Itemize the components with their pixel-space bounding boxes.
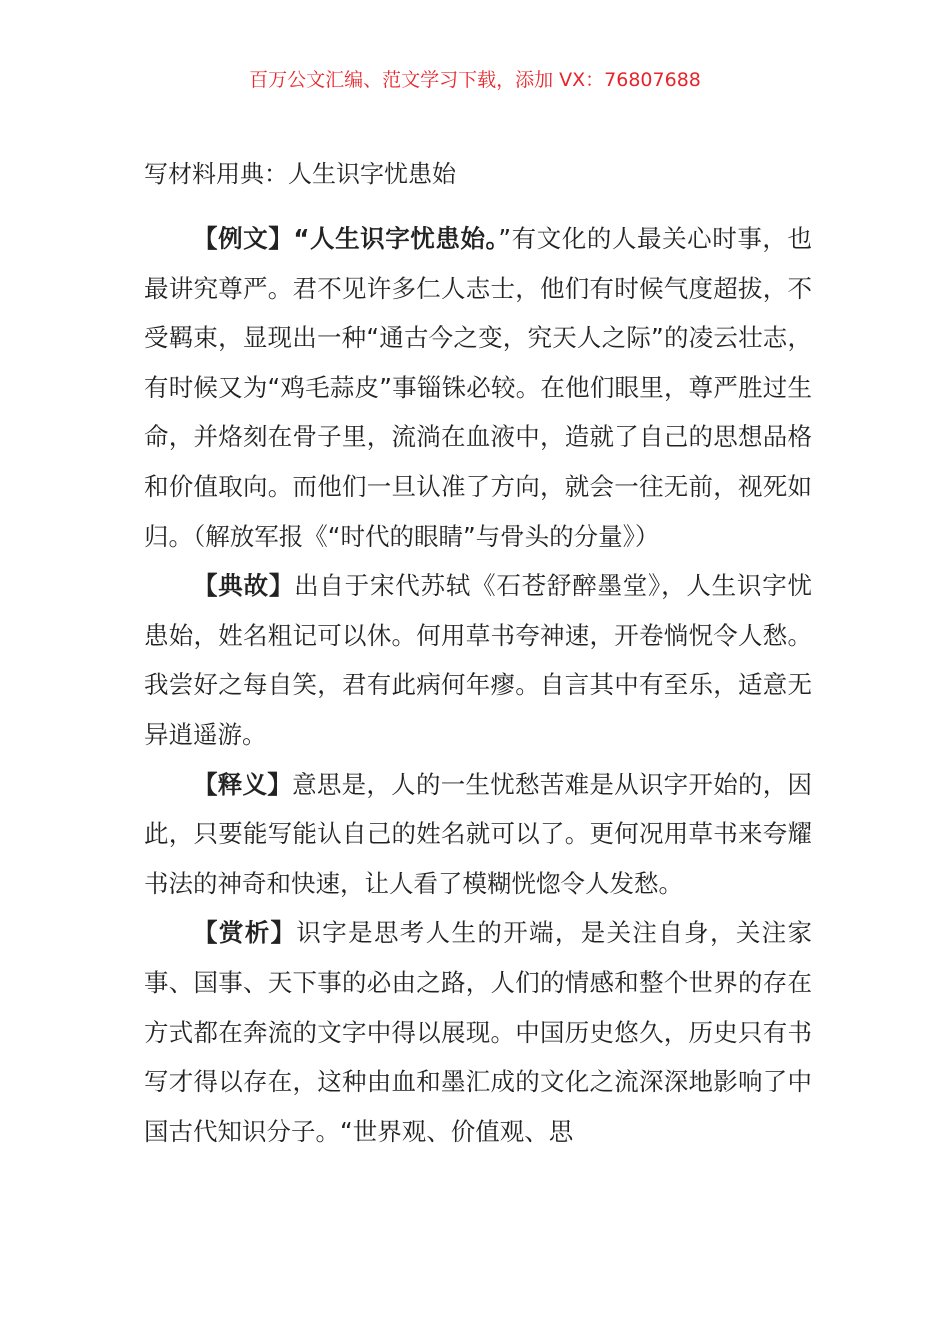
document-title: 写材料用典：人生识字忧患始	[144, 160, 456, 188]
paragraph-meaning	[144, 760, 812, 909]
paragraph-text: 意思是，人的一生忧愁苦难是从识字开始的，因此，只要能写能认自己的姓名就可以了。更何况用草书来夸耀书法的神奇和快速，让人看了模糊恍惚令人发愁。	[144, 769, 813, 898]
document-body	[144, 214, 812, 1156]
section-tag-allusion: 【典故】	[193, 571, 295, 601]
watermark-header: 百万公文汇编、范文学习下载，添加 VX：76807688	[249, 69, 701, 91]
paragraph-allusion	[144, 561, 812, 759]
paragraph-text: ”有文化的人最关心时事，也最讲究尊严。君不见许多仁人志士，他们有时候气度超拔，不受羁束，显现出一种“通古今之变，究天人之际”的凌云壮志，有时候又为“鸡毛蒜皮”事锱铢必较。在他们眼里，尊严胜过生命，并烙刻在骨子里，流淌在血液中，造就了自己的思想品格和价值取向。而他们一旦认准了方向，就会一往无前，视死如归。（解放军报《“时代的眼睛”与骨头的分量》）	[144, 224, 812, 551]
section-tag-meaning: 【释义】	[193, 769, 293, 799]
paragraph-example	[144, 214, 812, 561]
quoted-emphasis: “人生识字忧患始。	[293, 224, 499, 253]
section-tag-appreciation: 【赏析】	[193, 918, 297, 948]
paragraph-text: 识字是思考人生的开端，是关注自身，关注家事、国事、天下事的必由之路，人们的情感和整个世界的存在方式都在奔流的文字中得以展现。中国历史悠久，历史只有书写才得以存在，这种由血和墨汇成的文化之流深深地影响了中国古代知识分子。“世界观、价值观、思	[144, 918, 813, 1146]
section-tag-example: 【例文】	[193, 224, 294, 253]
paragraph-appreciation	[144, 908, 812, 1156]
paragraph-text: 出自于宋代苏轼《石苍舒醉墨堂》，人生识字忧患始，姓名粗记可以休。何用草书夸神速，开卷惝怳令人愁。我尝好之每自笑，君有此病何年瘳。自言其中有至乐，适意无异逍遥游。	[144, 571, 812, 749]
